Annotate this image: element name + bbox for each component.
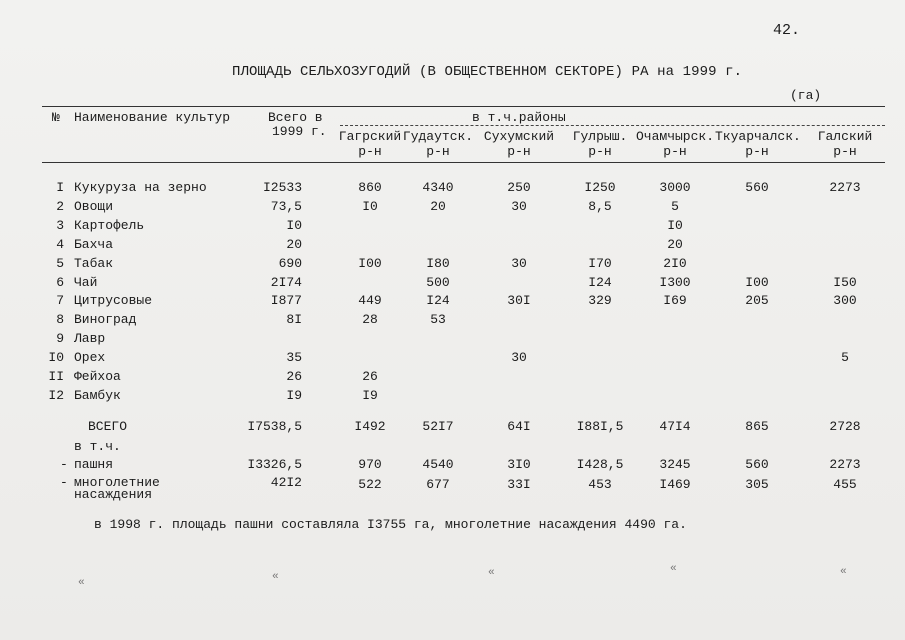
header-number: № [52, 110, 60, 125]
summary-perennial-value: 42I2 [270, 475, 302, 490]
summary-value: 305 [745, 477, 769, 492]
summary-value: 2273 [829, 457, 861, 472]
district-value: 53 [430, 312, 446, 327]
summary-value: 970 [358, 457, 382, 472]
district-value: 860 [358, 180, 382, 195]
district-value: 5 [671, 199, 679, 214]
row-number: I [56, 180, 64, 195]
district-value: I50 [833, 275, 857, 290]
stamp-mark-5: « [840, 566, 847, 578]
summary-value: 52I7 [422, 419, 454, 434]
row-total: I0 [286, 218, 302, 233]
summary-value: 3245 [659, 457, 691, 472]
summary-value: 455 [833, 477, 857, 492]
stamp-mark-2: « [272, 571, 279, 583]
crop-name: Виноград [74, 312, 137, 327]
crop-name: Фейхоа [74, 369, 121, 384]
district-header-suffix: р-н [358, 144, 382, 159]
row-number: 4 [56, 237, 64, 252]
summary-perennial-label: многолетние [74, 475, 160, 490]
district-header-suffix: р-н [588, 144, 612, 159]
crop-name: Чай [74, 275, 98, 290]
summary-total-label: ВСЕГО [88, 419, 128, 434]
district-header-name: Гагрский [338, 129, 402, 144]
district-value: 8,5 [588, 199, 612, 214]
summary-perennial-label-2: насаждения [74, 487, 153, 502]
district-value: I0 [362, 199, 378, 214]
summary-arable-value: I3326,5 [247, 457, 302, 472]
summary-value: 677 [426, 477, 450, 492]
district-value: 20 [430, 199, 446, 214]
crop-name: Бахча [74, 237, 114, 252]
row-total: 2I74 [270, 275, 302, 290]
summary-value: 453 [588, 477, 612, 492]
row-total: 690 [278, 256, 302, 271]
district-value: I70 [588, 256, 612, 271]
summary-arable-dash: - [60, 457, 68, 472]
summary-value: 522 [358, 477, 382, 492]
district-header-name: Ткуарчалск. [715, 129, 801, 144]
district-header-name: Очамчырск. [635, 129, 714, 144]
district-header-name: Сухумский [483, 129, 555, 144]
district-value: 4340 [422, 180, 454, 195]
district-value: I300 [659, 275, 691, 290]
row-number: II [48, 369, 64, 384]
summary-arable-label: пашня [74, 457, 114, 472]
district-value: I00 [358, 256, 382, 271]
summary-incl-label: в т.ч. [74, 439, 121, 454]
page-title: ПЛОЩАДЬ СЕЛЬХОЗУГОДИЙ (В ОБЩЕСТВЕННОМ СЕКТОРЕ) РА на 1999 г. [232, 64, 743, 80]
crop-name: Бамбук [74, 388, 121, 403]
district-value: I69 [663, 293, 687, 308]
summary-value: 865 [745, 419, 769, 434]
district-header-suffix: р-н [833, 144, 857, 159]
district-header-name: Гудаутск. [402, 129, 474, 144]
header-total-line1: Всего в [268, 110, 323, 125]
row-number: 8 [56, 312, 64, 327]
district-value: 28 [362, 312, 378, 327]
district-value: I00 [745, 275, 769, 290]
row-number: 2 [56, 199, 64, 214]
row-number: I0 [48, 350, 64, 365]
district-value: 30 [511, 199, 527, 214]
crop-name: Овощи [74, 199, 114, 214]
header-districts-group: в т.ч.районы [472, 110, 566, 125]
summary-value: I88I,5 [576, 419, 624, 434]
crop-name: Картофель [74, 218, 145, 233]
district-value: I24 [426, 293, 450, 308]
district-value: 2273 [829, 180, 861, 195]
district-value: I24 [588, 275, 612, 290]
district-value: 500 [426, 275, 450, 290]
row-number: I2 [48, 388, 64, 403]
summary-perennial-dash: - [60, 475, 68, 490]
summary-total-value: I7538,5 [247, 419, 302, 434]
district-header-suffix: р-н [507, 144, 531, 159]
district-value: 30 [511, 256, 527, 271]
crop-name: Цитрусовые [74, 293, 153, 308]
summary-value: 64I [507, 419, 531, 434]
row-total: 20 [286, 237, 302, 252]
district-value: I9 [362, 388, 378, 403]
row-number: 9 [56, 331, 64, 346]
row-total: 35 [286, 350, 302, 365]
row-number: 7 [56, 293, 64, 308]
row-total: 26 [286, 369, 302, 384]
district-value: 2I0 [663, 256, 687, 271]
row-total: I9 [286, 388, 302, 403]
district-value: 205 [745, 293, 769, 308]
summary-value: 4540 [422, 457, 454, 472]
unit-label: (га) [790, 88, 822, 103]
summary-value: 47I4 [659, 419, 691, 434]
summary-value: 3I0 [507, 457, 531, 472]
row-total: 8I [286, 312, 302, 327]
footnote: в 1998 г. площадь пашни составляла I3755 га, многолетние насаждения 4490 га. [94, 517, 687, 532]
district-value: 3000 [659, 180, 691, 195]
district-value: 30 [511, 350, 527, 365]
district-value: 20 [667, 237, 683, 252]
header-name: Наименование культур [74, 110, 231, 125]
summary-value: I428,5 [576, 457, 624, 472]
header-bottom-rule [42, 162, 885, 163]
row-number: 3 [56, 218, 64, 233]
crop-name: Кукуруза на зерно [74, 180, 207, 195]
stamp-mark-3: « [488, 567, 495, 579]
district-value: 560 [745, 180, 769, 195]
district-value: 26 [362, 369, 378, 384]
row-total: I2533 [262, 180, 302, 195]
district-header-name: Галский [817, 129, 873, 144]
row-number: 6 [56, 275, 64, 290]
header-top-rule [42, 106, 885, 107]
row-total: 73,5 [270, 199, 302, 214]
crop-name: Орех [74, 350, 106, 365]
district-header-name: Гулрыш. [572, 129, 628, 144]
district-header-suffix: р-н [663, 144, 687, 159]
row-number: 5 [56, 256, 64, 271]
page-number: 42. [773, 22, 801, 39]
district-value: 30I [507, 293, 531, 308]
header-group-rule [340, 125, 885, 126]
summary-value: 2728 [829, 419, 861, 434]
summary-value: 560 [745, 457, 769, 472]
district-value: 5 [841, 350, 849, 365]
summary-value: I469 [659, 477, 691, 492]
crop-name: Табак [74, 256, 114, 271]
district-value: 449 [358, 293, 382, 308]
district-value: I0 [667, 218, 683, 233]
district-value: 329 [588, 293, 612, 308]
summary-value: I492 [354, 419, 386, 434]
stamp-mark-1: « [78, 577, 85, 589]
district-value: I80 [426, 256, 450, 271]
header-total-line2: 1999 г. [272, 124, 327, 139]
crop-name: Лавр [74, 331, 106, 346]
summary-value: 33I [507, 477, 531, 492]
district-value: 300 [833, 293, 857, 308]
district-header-suffix: р-н [745, 144, 769, 159]
district-value: I250 [584, 180, 616, 195]
district-header-suffix: р-н [426, 144, 450, 159]
district-value: 250 [507, 180, 531, 195]
stamp-mark-4: « [670, 563, 677, 575]
row-total: I877 [270, 293, 302, 308]
